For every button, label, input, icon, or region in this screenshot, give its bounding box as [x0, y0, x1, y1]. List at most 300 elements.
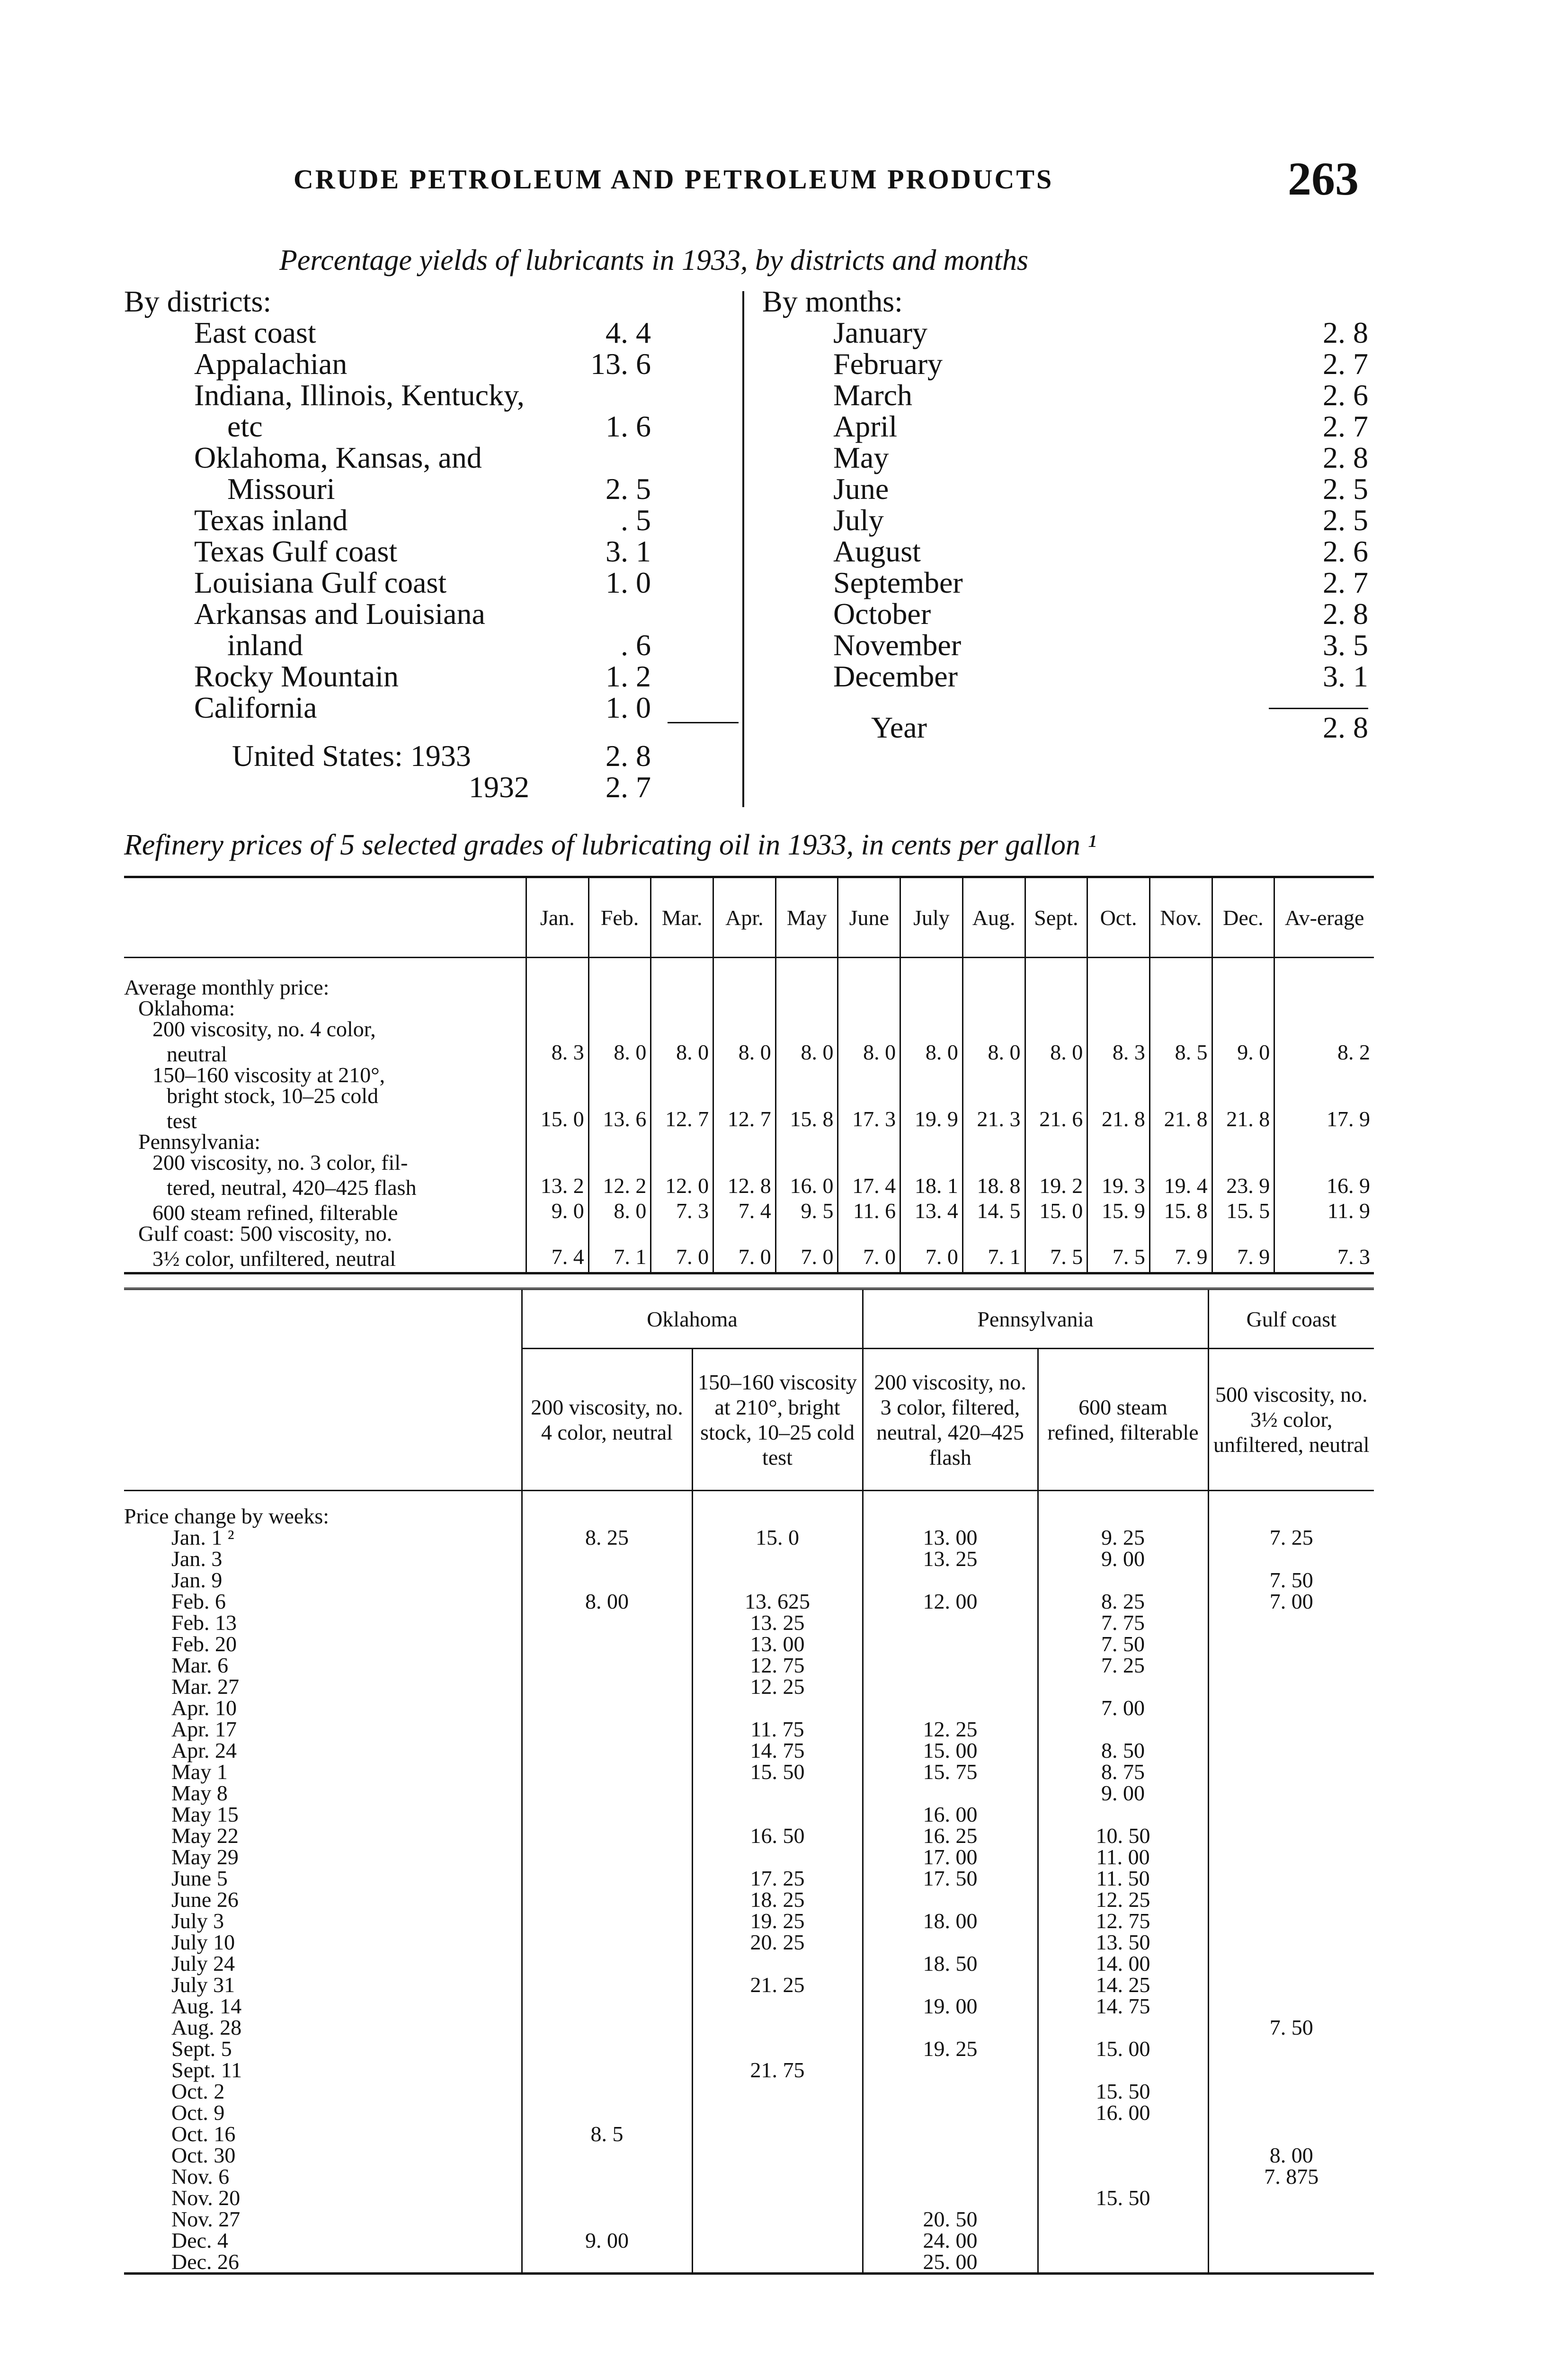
district-label: Arkansas and Louisiana	[194, 597, 485, 631]
weekly-date: Apr. 10	[171, 1696, 237, 1720]
weekly-date: Mar. 6	[171, 1653, 229, 1677]
price-row	[124, 998, 1374, 1019]
weekly-cell: 15. 75	[863, 1761, 1038, 1782]
price-cell: 19. 2	[1025, 1173, 1087, 1198]
price-cell: 21. 6	[1025, 1106, 1087, 1131]
weekly-cell: 14. 75	[1038, 1995, 1208, 2017]
district-label: Indiana, Illinois, Kentucky,	[194, 378, 525, 412]
district-label: Texas Gulf coast	[194, 534, 398, 568]
price-row	[124, 1086, 1374, 1106]
price-cell	[526, 1131, 589, 1152]
weekly-date: Nov. 20	[171, 2186, 241, 2210]
price-cell: 12. 7	[651, 1106, 713, 1131]
weekly-row	[124, 1782, 1374, 1804]
weekly-cell	[692, 2230, 863, 2251]
price-cell: 15. 8	[775, 1106, 838, 1131]
weekly-cell: 16. 00	[863, 1804, 1038, 1825]
weekly-cell	[863, 1697, 1038, 1718]
weekly-cell	[692, 2208, 863, 2230]
price-cell: 8. 0	[1025, 1040, 1087, 1065]
weekly-date: Jan. 3	[171, 1547, 223, 1571]
price-cell	[588, 998, 651, 1019]
month-label: March	[833, 378, 913, 412]
weekly-cell: 9. 00	[522, 2230, 692, 2251]
weekly-cell	[522, 1889, 692, 1910]
weekly-cell	[863, 2123, 1038, 2145]
district-label: Texas inland	[194, 503, 348, 537]
weekly-cell	[692, 2187, 863, 2208]
price-cell	[651, 1223, 713, 1244]
weekly-date: Aug. 14	[171, 1994, 242, 2018]
weekly-date: May 8	[171, 1781, 228, 1805]
price-cell: 12. 8	[713, 1173, 776, 1198]
price-cell	[526, 998, 589, 1019]
price-cell: 12. 7	[713, 1106, 776, 1131]
weekly-cell: 13. 25	[692, 1612, 863, 1633]
weekly-cell	[1208, 1633, 1374, 1655]
weekly-date: May 29	[171, 1845, 239, 1869]
weekly-cell	[1208, 1697, 1374, 1718]
district-value: 1. 0	[606, 566, 651, 599]
price-cell: 15. 8	[1149, 1198, 1212, 1223]
weekly-row	[124, 2081, 1374, 2102]
price-cell: 7. 0	[838, 1244, 900, 1273]
price-cell	[900, 958, 963, 998]
price-cell	[1274, 1131, 1374, 1152]
price-cell	[900, 1065, 963, 1086]
weekly-cell: 18. 25	[692, 1889, 863, 1910]
weekly-date: Oct. 16	[171, 2122, 236, 2146]
weekly-cell: 12. 00	[863, 1591, 1038, 1612]
weekly-row	[124, 1591, 1374, 1612]
price-cell	[1087, 958, 1150, 998]
weekly-cell: 12. 75	[692, 1655, 863, 1676]
price-cell	[651, 1065, 713, 1086]
weekly-cell	[1038, 2059, 1208, 2081]
price-cell: 15. 0	[526, 1106, 589, 1131]
weekly-col-header: 600 steam refined, filterable	[1038, 1349, 1208, 1491]
weekly-cell: 9. 25	[1038, 1527, 1208, 1548]
weekly-cell: 13. 25	[863, 1548, 1038, 1569]
weekly-cell	[1208, 1910, 1374, 1931]
weekly-cell: 7. 25	[1208, 1527, 1374, 1548]
weekly-row	[124, 1740, 1374, 1761]
price-cell: 11. 6	[838, 1198, 900, 1223]
weekly-cell	[692, 1846, 863, 1868]
weekly-row	[124, 1889, 1374, 1910]
refinery-caption: Refinery prices of 5 selected grades of lubricating oil in 1933, in cents per gallon ¹	[124, 829, 1096, 861]
us-1933-label: United States: 1933	[232, 739, 471, 773]
page-number: 263	[1288, 152, 1359, 205]
price-cell	[526, 1065, 589, 1086]
price-cell: 7. 0	[651, 1244, 713, 1273]
weekly-date: Dec. 26	[124, 2251, 522, 2274]
weekly-cell: 8. 00	[522, 1591, 692, 1612]
weekly-row	[124, 2017, 1374, 2038]
month-col-header: Oct.	[1087, 877, 1150, 958]
month-label: September	[833, 566, 963, 599]
weekly-cell	[692, 1953, 863, 1974]
price-cell: 7. 1	[588, 1244, 651, 1273]
weekly-cell	[692, 2081, 863, 2102]
weekly-cell	[1208, 2251, 1374, 2274]
price-cell: 9. 5	[775, 1198, 838, 1223]
weekly-cell	[522, 2166, 692, 2187]
weekly-cell	[1208, 2102, 1374, 2123]
weekly-date: May 15	[171, 1802, 239, 1826]
weekly-date: Sept. 5	[171, 2037, 232, 2061]
weekly-cell	[1208, 1868, 1374, 1889]
weekly-row	[124, 2123, 1374, 2145]
weekly-row	[124, 1868, 1374, 1889]
price-cell	[713, 1065, 776, 1086]
month-col-header: Dec.	[1212, 877, 1274, 958]
weekly-cell: 15. 0	[692, 1527, 863, 1548]
weekly-cell: 7. 50	[1208, 2017, 1374, 2038]
weekly-cell	[522, 1740, 692, 1761]
price-cell	[838, 998, 900, 1019]
weekly-cell: 9. 00	[1038, 1548, 1208, 1569]
price-cell	[1212, 1065, 1274, 1086]
price-cell	[1025, 1086, 1087, 1106]
weekly-cell	[863, 1974, 1038, 1995]
price-cell	[526, 1223, 589, 1244]
month-col-header: July	[900, 877, 963, 958]
weekly-row	[124, 2059, 1374, 2081]
price-cell	[900, 1131, 963, 1152]
weekly-cell	[692, 1548, 863, 1569]
price-cell: 13. 4	[900, 1198, 963, 1223]
districts-heading: By districts:	[124, 285, 272, 318]
price-cell: 7. 0	[775, 1244, 838, 1273]
weekly-cell	[522, 1633, 692, 1655]
price-cell: 8. 0	[962, 1040, 1025, 1065]
month-col-header: Sept.	[1025, 877, 1087, 958]
month-label: August	[833, 534, 921, 568]
month-label: April	[833, 409, 898, 443]
price-cell: 13. 2	[526, 1173, 589, 1198]
group-oklahoma: Oklahoma	[522, 1289, 863, 1349]
weekly-cell	[692, 2017, 863, 2038]
price-cell	[1087, 1152, 1150, 1173]
us-1932-value: 2. 7	[606, 770, 651, 804]
price-cell	[651, 1019, 713, 1040]
weekly-cell	[692, 2145, 863, 2166]
price-cell: 8. 0	[713, 1040, 776, 1065]
district-label: Louisiana Gulf coast	[194, 566, 447, 599]
weekly-row	[124, 1995, 1374, 2017]
weekly-cell: 8. 5	[522, 2123, 692, 2145]
price-cell	[651, 998, 713, 1019]
weekly-date: Sept. 11	[171, 2058, 242, 2082]
weekly-row	[124, 2208, 1374, 2230]
district-value: 1. 6	[606, 409, 651, 443]
weekly-cell: 12. 25	[863, 1718, 1038, 1740]
price-cell	[1149, 958, 1212, 998]
weekly-date: Feb. 6	[171, 1589, 226, 1613]
weekly-cell	[1208, 1804, 1374, 1825]
weekly-cell	[692, 1782, 863, 1804]
group-gulf-coast: Gulf coast	[1208, 1289, 1374, 1349]
weekly-cell: 11. 00	[1038, 1846, 1208, 1868]
weekly-cell	[1208, 1612, 1374, 1633]
price-cell	[775, 1019, 838, 1040]
weekly-cell	[1208, 1761, 1374, 1782]
weekly-cell	[1208, 1655, 1374, 1676]
price-cell: 13. 6	[588, 1106, 651, 1131]
weekly-cell: 8. 25	[1038, 1591, 1208, 1612]
district-value: 13. 6	[590, 347, 651, 381]
price-cell	[900, 1086, 963, 1106]
weekly-col-header: 200 viscosity, no. 4 color, neutral	[522, 1349, 692, 1491]
weekly-cell	[522, 2102, 692, 2123]
month-value: 2. 8	[1323, 441, 1368, 474]
price-cell	[1212, 1086, 1274, 1106]
weekly-row	[124, 1931, 1374, 1953]
weekly-cell: 8. 25	[522, 1527, 692, 1548]
weekly-cell: 13. 625	[692, 1591, 863, 1612]
price-cell	[1087, 1019, 1150, 1040]
month-value: 2. 7	[1323, 347, 1368, 381]
weekly-row	[124, 1846, 1374, 1868]
weekly-cell	[1208, 2208, 1374, 2230]
price-cell	[1212, 1131, 1274, 1152]
year-value: 2. 8	[1323, 711, 1368, 744]
price-cell: 16. 9	[1274, 1173, 1374, 1198]
weekly-row	[124, 1697, 1374, 1718]
weekly-cell	[863, 1782, 1038, 1804]
month-value: 2. 5	[1323, 472, 1368, 506]
price-row-label: 3½ color, unfiltered, neutral	[124, 1244, 526, 1273]
weekly-cell	[692, 1697, 863, 1718]
weekly-cell	[863, 2145, 1038, 2166]
price-cell: 8. 0	[775, 1040, 838, 1065]
weekly-cell	[522, 2017, 692, 2038]
price-cell	[962, 958, 1025, 998]
price-cell	[526, 1152, 589, 1173]
weekly-cell: 21. 25	[692, 1974, 863, 1995]
weekly-date: Aug. 28	[171, 2015, 242, 2039]
price-cell	[1212, 1152, 1274, 1173]
district-label: California	[194, 691, 317, 724]
price-cell: 7. 4	[526, 1244, 589, 1273]
price-cell	[1087, 1131, 1150, 1152]
price-cell: 9. 0	[526, 1198, 589, 1223]
district-value: 1. 2	[606, 659, 651, 693]
weekly-cell: 11. 50	[1038, 1868, 1208, 1889]
weekly-cell	[522, 1825, 692, 1846]
price-cell	[651, 1152, 713, 1173]
price-cell	[713, 998, 776, 1019]
weekly-cell	[1038, 1676, 1208, 1697]
weekly-cell	[1208, 2123, 1374, 2145]
weekly-cell	[863, 1655, 1038, 1676]
price-cell: 17. 9	[1274, 1106, 1374, 1131]
weekly-cell: 15. 50	[1038, 2081, 1208, 2102]
weekly-date: July 24	[171, 1951, 235, 1975]
weekly-cell	[522, 1931, 692, 1953]
running-header: CRUDE PETROLEUM AND PETROLEUM PRODUCTS	[294, 164, 1054, 195]
weekly-cell: 15. 00	[1038, 2038, 1208, 2059]
weekly-cell	[1208, 2038, 1374, 2059]
price-cell	[1212, 1223, 1274, 1244]
weekly-cell	[1038, 2017, 1208, 2038]
weekly-row	[124, 1569, 1374, 1591]
month-value: 2. 8	[1323, 316, 1368, 349]
months-heading: By months:	[762, 285, 903, 318]
month-value: 2. 7	[1323, 566, 1368, 599]
price-row	[124, 1131, 1374, 1152]
yields-caption: Percentage yields of lubricants in 1933, by districts and months	[279, 244, 1028, 276]
price-cell	[962, 998, 1025, 1019]
month-value: 3. 1	[1323, 659, 1368, 693]
price-row-label: test	[167, 1109, 197, 1133]
month-value: 2. 6	[1323, 534, 1368, 568]
price-cell	[962, 1152, 1025, 1173]
weekly-cell	[863, 2187, 1038, 2208]
month-col-header: Aug.	[962, 877, 1025, 958]
price-row-label: 150–160 viscosity at 210°,	[152, 1063, 385, 1087]
weekly-date: Apr. 24	[171, 1738, 237, 1762]
price-cell: 16. 0	[775, 1173, 838, 1198]
weekly-cell	[522, 1782, 692, 1804]
month-col-header: May	[775, 877, 838, 958]
price-row-label: Pennsylvania:	[138, 1130, 261, 1154]
group-pennsylvania: Pennsylvania	[863, 1289, 1208, 1349]
price-cell: 18. 1	[900, 1173, 963, 1198]
weekly-cell	[1208, 2059, 1374, 2081]
price-cell	[962, 1131, 1025, 1152]
district-label: Appalachian	[194, 347, 347, 381]
price-cell: 19. 9	[900, 1106, 963, 1131]
month-label: February	[833, 347, 943, 381]
year-label: Year	[871, 711, 927, 744]
weekly-cell: 15. 50	[1038, 2187, 1208, 2208]
weekly-heading: Price change by weeks:	[124, 1504, 330, 1528]
weekly-cell: 19. 25	[863, 2038, 1038, 2059]
price-cell	[1087, 1223, 1150, 1244]
price-row-label: Gulf coast: 500 viscosity, no.	[138, 1221, 392, 1246]
weekly-cell	[863, 1931, 1038, 1953]
weekly-cell	[522, 1676, 692, 1697]
price-cell	[962, 1086, 1025, 1106]
weekly-cell	[522, 2208, 692, 2230]
price-row	[124, 1040, 1374, 1065]
price-cell	[1274, 998, 1374, 1019]
price-row-label: 600 steam refined, filterable	[152, 1201, 398, 1225]
price-cell	[588, 1019, 651, 1040]
price-cell	[1274, 1223, 1374, 1244]
weekly-cell: 7. 875	[1208, 2166, 1374, 2187]
weekly-cell: 20. 25	[692, 1931, 863, 1953]
price-row-label: neutral	[167, 1042, 227, 1066]
price-cell	[838, 1152, 900, 1173]
weekly-cell	[863, 2059, 1038, 2081]
district-total-rule	[668, 722, 739, 723]
weekly-cell	[863, 2017, 1038, 2038]
weekly-cell	[522, 2081, 692, 2102]
weekly-cell: 10. 50	[1038, 1825, 1208, 1846]
weekly-row	[124, 2102, 1374, 2123]
price-row	[124, 1065, 1374, 1086]
weekly-cell: 12. 25	[1038, 1889, 1208, 1910]
price-cell	[1025, 1019, 1087, 1040]
refinery-price-table	[124, 876, 1374, 1274]
month-col-header: Jan.	[526, 877, 589, 958]
weekly-date: Feb. 13	[171, 1611, 237, 1635]
price-cell: 15. 0	[1025, 1198, 1087, 1223]
weekly-cell	[1208, 2081, 1374, 2102]
weekly-date: July 10	[171, 1930, 235, 1954]
weekly-cell	[692, 2251, 863, 2274]
price-cell: 21. 8	[1087, 1106, 1150, 1131]
price-cell	[838, 1019, 900, 1040]
weekly-cell	[522, 1953, 692, 1974]
price-cell: 8. 0	[651, 1040, 713, 1065]
price-cell	[838, 1065, 900, 1086]
weekly-price-table	[124, 1288, 1374, 2275]
weekly-date: Dec. 4	[171, 2228, 229, 2252]
month-label: July	[833, 503, 884, 537]
price-cell	[713, 1131, 776, 1152]
weekly-cell	[692, 2038, 863, 2059]
weekly-cell	[863, 1612, 1038, 1633]
price-cell	[1212, 958, 1274, 998]
price-cell: 12. 0	[651, 1173, 713, 1198]
price-cell	[1149, 998, 1212, 1019]
price-cell: 8. 3	[526, 1040, 589, 1065]
price-cell	[1025, 1152, 1087, 1173]
price-cell	[588, 1086, 651, 1106]
price-cell: 7. 3	[651, 1198, 713, 1223]
month-label: January	[833, 316, 928, 349]
district-label: Missouri	[227, 472, 335, 506]
weekly-cell	[522, 1697, 692, 1718]
weekly-cell: 21. 75	[692, 2059, 863, 2081]
weekly-cell	[522, 1718, 692, 1740]
weekly-cell: 14. 25	[1038, 1974, 1208, 1995]
weekly-cell: 18. 50	[863, 1953, 1038, 1974]
weekly-cell	[522, 1761, 692, 1782]
price-row	[124, 1152, 1374, 1173]
price-cell	[962, 1019, 1025, 1040]
us-1933-value: 2. 8	[606, 739, 651, 773]
price-cell	[526, 1086, 589, 1106]
weekly-cell	[522, 2059, 692, 2081]
weekly-cell	[522, 1995, 692, 2017]
price-cell: 21. 8	[1149, 1106, 1212, 1131]
weekly-cell	[863, 2102, 1038, 2123]
weekly-row	[124, 2187, 1374, 2208]
price-cell	[1087, 1065, 1150, 1086]
price-cell	[775, 998, 838, 1019]
price-cell	[900, 1152, 963, 1173]
weekly-date: Mar. 27	[171, 1674, 240, 1699]
month-col-header: Nov.	[1149, 877, 1212, 958]
price-cell: 17. 4	[838, 1173, 900, 1198]
weekly-row	[124, 1974, 1374, 1995]
month-label: May	[833, 441, 889, 474]
weekly-cell	[692, 1995, 863, 2017]
price-cell: 7. 5	[1087, 1244, 1150, 1273]
price-cell	[588, 1131, 651, 1152]
district-value: 4. 4	[606, 316, 651, 349]
price-cell	[838, 958, 900, 998]
district-label: Rocky Mountain	[194, 659, 399, 693]
price-corner	[124, 877, 526, 958]
weekly-cell	[522, 2038, 692, 2059]
price-cell	[526, 958, 589, 998]
